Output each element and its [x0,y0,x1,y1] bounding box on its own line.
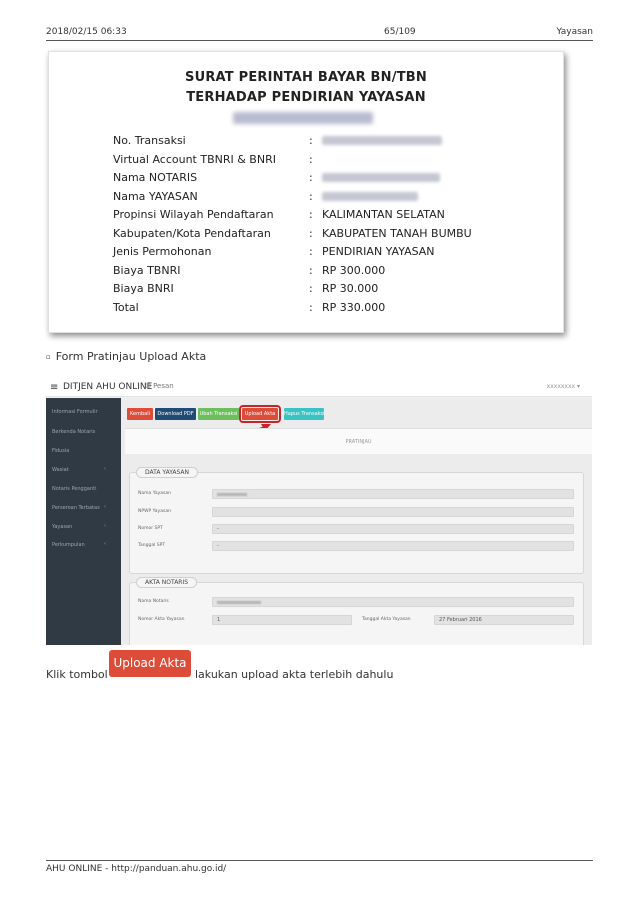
field-label: Nomor Akta Yayasan [138,617,185,622]
user-menu[interactable]: xxxxxxxx ▾ [546,383,580,390]
receipt-title-line2: TERHADAP PENDIRIAN YAYASAN [186,90,426,105]
akta-notaris-fieldset [129,579,584,645]
header-divider [46,40,593,41]
receipt-redacted-value [322,173,440,182]
page-header [46,27,593,41]
sidebar-item[interactable]: Berkenda Notaris [52,429,96,435]
chevron-left-icon: ‹ [104,523,106,529]
instruction-suffix: lakukan upload akta terlebih dahulu [195,668,394,681]
receipt-row-value: KALIMANTAN SELATAN [322,208,445,221]
receipt-row-label: Propinsi Wilayah Pendaftaran [113,208,274,221]
pratinjau-panel [125,428,592,454]
redacted-value [217,493,247,496]
sidebar-item[interactable]: Perseroan Terbatas [52,505,100,511]
field-label: NPWP Yayasan [138,509,171,514]
sidebar-item[interactable]: Yayasan [52,524,73,530]
receipt-row-label: Nama NOTARIS [113,171,198,184]
receipt-row-colon: : [309,263,313,277]
receipt-row-value: KABUPATEN TANAH BUMBU [322,226,472,240]
receipt-row [113,151,543,170]
receipt-rows [113,132,543,317]
header-section: Yayasan [556,27,593,37]
caption-text: Form Pratinjau Upload Akta [55,350,207,363]
sidebar-item[interactable]: Wasiat [52,467,69,473]
receipt-row [113,225,543,244]
field-label: Nomor SPT [138,526,163,531]
receipt-row-colon: : [309,134,313,147]
pratinjau-title: PRATINJAU [345,439,372,445]
sidebar-item[interactable]: Perkumpulan [52,542,85,548]
receipt-row-value: RP 330.000 [322,300,386,314]
receipt-row [113,132,543,151]
receipt-row-label: Nama YAYASAN [113,189,198,203]
tanggal-spt-input[interactable]: - [212,541,574,551]
header-date: 2018/02/15 06:33 [46,27,127,37]
field-label: Nama Notaris [138,599,169,604]
receipt-row-label: No. Transaksi [113,134,186,147]
sidebar-item[interactable]: Fidusia [52,448,70,454]
footer-text: AHU ONLINE - http://panduan.ahu.go.id/ [46,864,227,874]
kembali-button[interactable]: Kembali [127,408,153,420]
receipt-row-colon: : [309,189,313,203]
receipt-row-colon: : [309,300,313,314]
app-screenshot [46,376,592,645]
receipt-row [113,299,543,318]
receipt-row [113,188,543,207]
receipt-row-colon: : [309,226,313,240]
app-topbar [46,376,592,397]
receipt-row-colon: : [309,245,313,258]
receipt-row-label: Virtual Account TBNRI & BNRI [113,152,276,166]
sidebar-item[interactable]: Informasi Formulir [52,409,98,415]
upload-akta-button[interactable]: Upload Akta [242,408,278,420]
ubah-transaksi-button[interactable]: Ubah Transaksi [198,408,239,420]
receipt-row-colon: : [309,152,313,166]
upload-akta-button-image: Upload Akta [109,650,191,677]
field-label: Tanggal Akta Yayasan [362,617,411,622]
receipt-row-label: Biaya BNRI [113,282,174,295]
receipt-redacted-value [322,136,442,145]
nomor-akta-input[interactable]: 1 [212,615,352,625]
payment-order-receipt [48,51,564,333]
download-pdf-button[interactable]: Download PDF [155,408,196,420]
receipt-row-label: Biaya TBNRI [113,263,181,277]
receipt-row [113,262,543,281]
receipt-row-colon: : [309,282,313,295]
redacted-value [217,601,261,604]
receipt-redacted-value [322,192,418,201]
receipt-row-colon: : [309,208,313,221]
square-bullet-icon: ▫ [46,353,51,361]
receipt-row-colon: : [309,171,313,184]
footer-divider [46,860,593,861]
header-page-number: 65/109 [384,27,416,37]
receipt-row-value: RP 300.000 [322,263,386,277]
chevron-left-icon: ‹ [104,504,106,510]
nomor-spt-input[interactable]: - [212,524,574,534]
nama-notaris-input[interactable] [212,597,574,607]
hamburger-menu-icon[interactable]: ≡ [50,382,59,393]
data-yayasan-fieldset [129,469,584,574]
hapus-transaksi-button[interactable]: Hapus Transaksi [284,408,324,420]
akta-notaris-legend: AKTA NOTARIS [136,577,197,588]
sidebar-item[interactable]: Notaris Pengganti [52,486,97,492]
data-yayasan-legend: DATA YAYASAN [136,467,198,478]
chevron-left-icon: ‹ [104,466,106,472]
instruction-prefix: Klik tombol [46,668,108,681]
receipt-redacted-name [233,112,373,124]
receipt-row-value: RP 30.000 [322,282,379,295]
messages-link[interactable]: ✉ Pesan [145,382,174,390]
receipt-row [113,169,543,188]
receipt-row-label: Kabupaten/Kota Pendaftaran [113,226,271,240]
receipt-row-label: Jenis Permohonan [113,245,212,258]
receipt-row-value: PENDIRIAN YAYASAN [322,245,435,258]
field-label: Nama Yayasan [138,491,171,496]
chevron-left-icon: ‹ [104,541,106,547]
field-label: Tanggal SPT [138,543,166,548]
receipt-row [113,243,543,262]
receipt-row-label: Total [113,300,139,314]
receipt-title-line1: SURAT PERINTAH BAYAR BN/TBN [185,70,427,85]
section-caption [46,350,206,363]
app-name: DITJEN AHU ONLINE [63,382,153,392]
app-sidebar [46,398,121,645]
receipt-row [113,206,543,225]
nama-yayasan-input[interactable] [212,489,574,499]
tanggal-akta-input[interactable]: 27 Februari 2016 [434,615,574,625]
receipt-row [113,280,543,299]
app-main [121,398,592,645]
npwp-yayasan-input[interactable] [212,507,574,517]
